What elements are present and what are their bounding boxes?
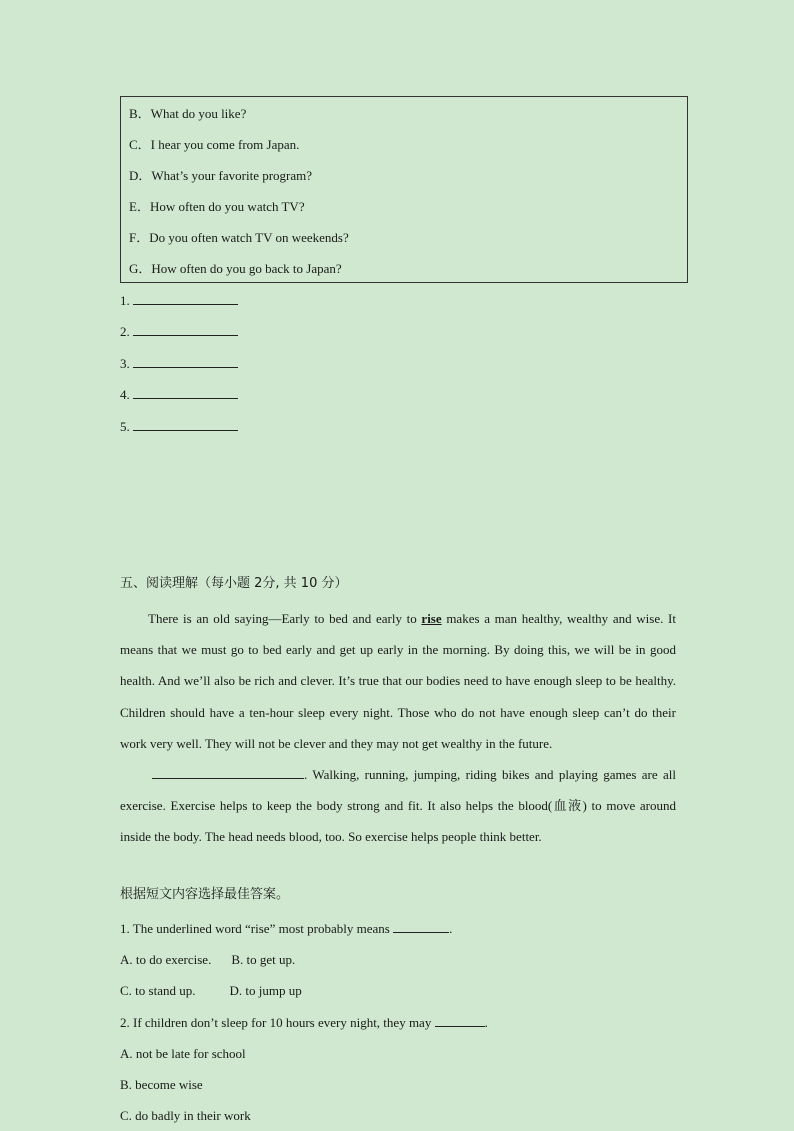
passage-paragraph-1 <box>120 603 676 759</box>
question-2-option-b[interactable]: B. become wise <box>120 1076 203 1092</box>
section-title: 五、阅读理解（每小题 2分, 共 10 分） <box>120 576 348 591</box>
passage-text: makes a man healthy, wealthy and wise. It means that we must go to bed early and get up early in the morning. By doing this, we will be in good health. And we’ll also be rich and clever. It’s true that our bodies need to have enough sleep to be healthy. Children should have a ten-hour sleep every night. Those who do not have enough sleep can’t do their work very well. They will not be clever and they may not get wealthy in the future. <box>120 611 676 751</box>
answer-blank-line[interactable] <box>133 380 238 399</box>
question-end: . <box>484 1014 488 1030</box>
option-b: B．What do you like? <box>129 106 247 121</box>
answer-blank-row <box>120 379 238 410</box>
blank-number: 3. <box>120 355 130 371</box>
question-2-option-c[interactable]: C. do badly in their work <box>120 1108 251 1124</box>
blank-number: 1. <box>120 293 130 308</box>
underlined-word: rise <box>421 611 442 626</box>
passage-gap-blank[interactable] <box>152 762 304 779</box>
option-c: C．I hear you come from Japan. <box>129 137 300 152</box>
option-c[interactable]: C. to stand up. <box>120 983 196 999</box>
options-box <box>120 96 688 283</box>
answer-blank-row <box>120 285 238 316</box>
passage-text: . Walking, running, jumping, riding bikes and playing games are all exercise. Exercise helps to keep the body strong and fit. It also helps the blood(血液) to move around inside the body. The head needs blood, too. So exercise helps people think better. <box>120 767 676 845</box>
answer-blank-row <box>120 411 238 442</box>
answer-blank-line[interactable] <box>133 349 238 368</box>
answer-blank-line[interactable] <box>133 286 238 305</box>
question-1 <box>120 913 676 944</box>
blank-number: 2. <box>120 324 130 340</box>
answer-blank-line[interactable] <box>133 317 238 336</box>
instruction: 根据短文内容选择最佳答案。 <box>120 887 290 902</box>
question-text: 2. If children don’t sleep for 10 hours every night, they may <box>120 1014 435 1030</box>
option-d: D．What’s your favorite program? <box>129 168 313 183</box>
question-1-options-ab <box>120 944 676 975</box>
answer-blanks <box>120 285 238 442</box>
answer-blank-row <box>120 316 238 347</box>
option-e: E．How often do you watch TV? <box>129 199 305 214</box>
answer-blank-line[interactable] <box>133 412 238 431</box>
option-a[interactable]: A. to do exercise. <box>120 952 212 968</box>
passage-paragraph-2 <box>120 759 676 853</box>
answer-blank-row <box>120 348 238 379</box>
question-2-option-a[interactable]: A. not be late for school <box>120 1045 246 1061</box>
question-end: . <box>449 921 453 936</box>
question-1-options-cd <box>120 975 676 1006</box>
question-blank[interactable] <box>393 918 449 933</box>
passage-text: There is an old saying—Early to bed and early to <box>148 611 422 626</box>
question-2 <box>120 1007 676 1038</box>
questions <box>120 913 676 1131</box>
reading-passage <box>120 603 676 853</box>
question-text: 1. The underlined word “rise” most probably means <box>120 921 394 936</box>
blank-number: 4. <box>120 387 130 403</box>
blank-number: 5. <box>120 418 130 434</box>
option-d[interactable]: D. to jump up <box>229 983 302 999</box>
option-b[interactable]: B. to get up. <box>231 952 296 968</box>
option-f: F．Do you often watch TV on weekends? <box>129 230 349 245</box>
option-g: G．How often do you go back to Japan? <box>129 261 342 276</box>
question-blank[interactable] <box>435 1012 485 1027</box>
